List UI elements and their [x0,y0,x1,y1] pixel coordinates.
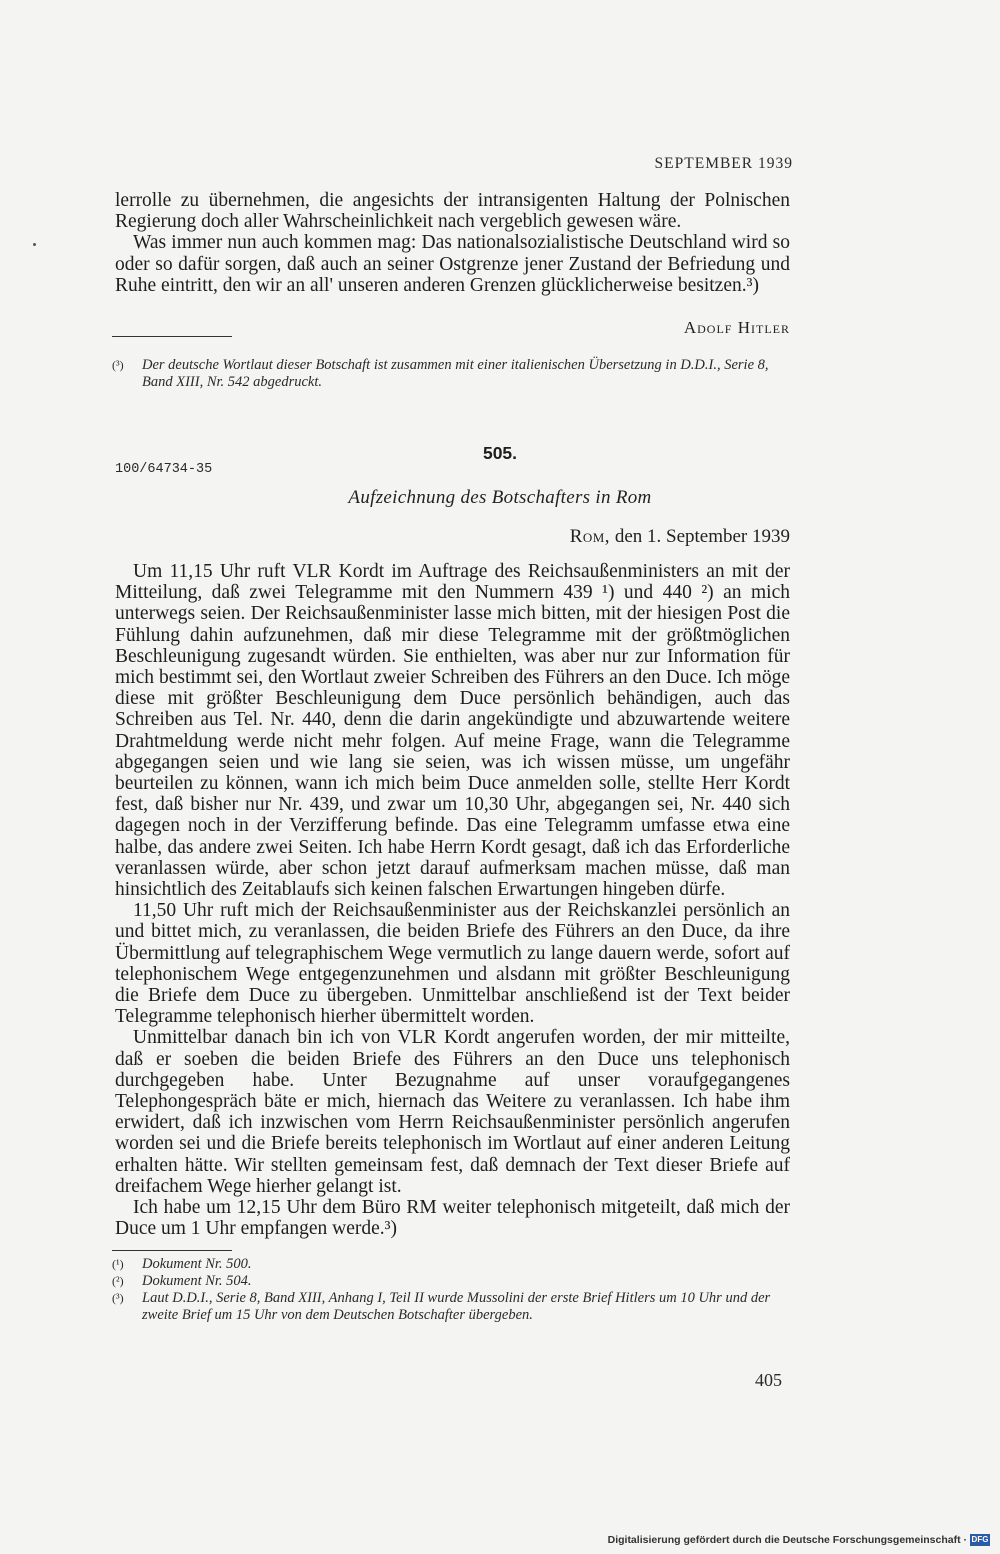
footnote [112,357,792,391]
document-number: 505. [482,443,518,463]
page-number: 405 [755,1370,782,1390]
main-paragraph: 11,50 Uhr ruft mich der Reichsaußenminister aus der Reichskanzlei persönlich an und bittet mich, zu veranlassen, die beiden Briefe des Führers an den Duce, da ihre Übermittlung auf telegraphischem Wege vermutlich zu lange dauern werde, sofort auf telephonischem Wege entgegenzunehmen und alsdann mit größter Beschleunigung die Briefe dem Duce zu übergeben. Unmittelbar anschließend ist der Text beider Telegramme telephonisch hierher übermittelt worden. [115,900,790,1028]
intro-text [115,190,790,296]
main-text [115,561,790,1240]
footnote-rule [112,1250,232,1251]
dateline-date: den 1. September 1939 [610,526,790,547]
footnote-text: Dokument Nr. 504. [142,1273,252,1289]
footnote-number: (²) [112,1274,124,1288]
dateline-place: Rom, [569,526,611,547]
dateline [570,526,790,548]
footnote-number: (³) [112,358,124,372]
footnote [112,1290,792,1324]
footnote-number: (¹) [112,1257,124,1271]
signature: Adolf Hitler [683,318,790,337]
main-paragraph: Ich habe um 12,15 Uhr dem Büro RM weiter telephonisch mitgeteilt, daß mich der Duce um 1 Uhr empfangen werde.³) [115,1197,790,1240]
document-heading: Aufzeichnung des Botschafters in Rom [348,487,652,508]
intro-paragraph: Was immer nun auch kommen mag: Das nationalsozialistische Deutschland wird so oder so dafür sorgen, daß auch an seiner Ostgrenze jener Zustand der Befriedung und Ruhe eintritt, den wir an all' unseren anderen Grenzen glücklicherweise besitzen.³) [115,232,790,296]
intro-paragraph: lerrolle zu übernehmen, die angesichts der intransigenten Haltung der Polnischen Regierung doch aller Wahrscheinlichkeit nach vergeblich gewesen wäre. [115,190,790,233]
margin-mark [33,243,36,246]
footnote [112,1273,792,1290]
main-paragraph: Unmittelbar danach bin ich von VLR Kordt angerufen worden, der mir mitteilte, daß er soeben die beiden Briefe des Führers an den Duce uns telephonisch durchgegeben habe. Unter Bezugnahme auf unser voraufgegangenes Telephongespräch bäte er mich, hiernach das Weitere zu veranlassen. Ich habe ihm erwidert, daß ich inzwischen vom Herrn Reichsaußenminister persönlich angerufen worden sei und die Briefe bereits telephonisch im Wortlaut auf einer anderen Leitung erhalten hätte. Wir stellten gemeinsam fest, daß demnach der Text dieser Briefe auf dreifachem Wege hierher gelangt ist. [115,1027,790,1197]
dfg-logo-icon[interactable]: DFG [971,1535,989,1544]
digitization-notice-text[interactable]: Digitalisierung gefördert durch die Deutsche Forschungsgemeinschaft · [607,1534,967,1546]
bottom-footnotes [112,1256,792,1324]
footnote-number: (³) [112,1291,124,1305]
footnote-text: Der deutsche Wortlaut dieser Botschaft ist zusammen mit einer italienischen Übersetzung in D.D.I., Serie 8, Band XIII, Nr. 542 abgedruckt. [142,357,769,390]
digitization-notice[interactable] [608,1534,990,1546]
footnote-text: Laut D.D.I., Serie 8, Band XIII, Anhang I, Teil II wurde Mussolini der erste Brief Hitlers um 10 Uhr und der zweite Brief um 15 Uhr von dem Deutschen Botschafter übergeben. [142,1290,771,1323]
main-paragraph: Um 11,15 Uhr ruft VLR Kordt im Auftrage des Reichsaußenministers an mit der Mitteilung, daß zwei Telegramme mit den Nummern 439 ¹) und 440 ²) an mich unterwegs seien. Der Reichsaußenminister lasse mich bitten, mit der hiesigen Post die Fühlung dahin aufzunehmen, daß mir diese Telegramme mit der größtmöglichen Beschleunigung zugesandt würden. Sie enthielten, was aber nur zur Information für mich bestimmt sei, den Wortlaut zweier Schreiben des Führers an den Duce. Ich möge diese mit größter Beschleunigung dem Duce persönlich behändigen, auch das Schreiben aus Tel. Nr. 440, denn die darin angekündigte und abzuwartende weitere Drahtmeldung werde nicht mehr folgen. Auf meine Frage, wann die Telegramme abgegangen seien und wie lang sie seien, was ich wissen müsse, um ungefähr beurteilen zu können, wann ich mich beim Duce anmelden solle, stellte Herr Kordt fest, daß bisher nur Nr. 439, und zwar um 10,30 Uhr, abgegangen sei, Nr. 440 sich dagegen noch in der Verzifferung befinde. Das eine Telegramm umfasse etwa eine halbe, das andere zwei Seiten. Ich habe Herrn Kordt gesagt, daß ich das Erforderliche veranlassen würde, aber schon jetzt darauf aufmerksam machen müsse, daß man hinsichtlich des Zeitablaufs sich keinen falschen Erwartungen hingeben dürfe. [115,561,790,901]
top-footnotes [112,357,792,391]
footnote-text: Dokument Nr. 500. [142,1256,252,1272]
file-reference: 100/64734-35 [115,462,213,477]
running-head: SEPTEMBER 1939 [654,155,793,172]
footnote [112,1256,792,1273]
footnote-rule [112,336,232,337]
